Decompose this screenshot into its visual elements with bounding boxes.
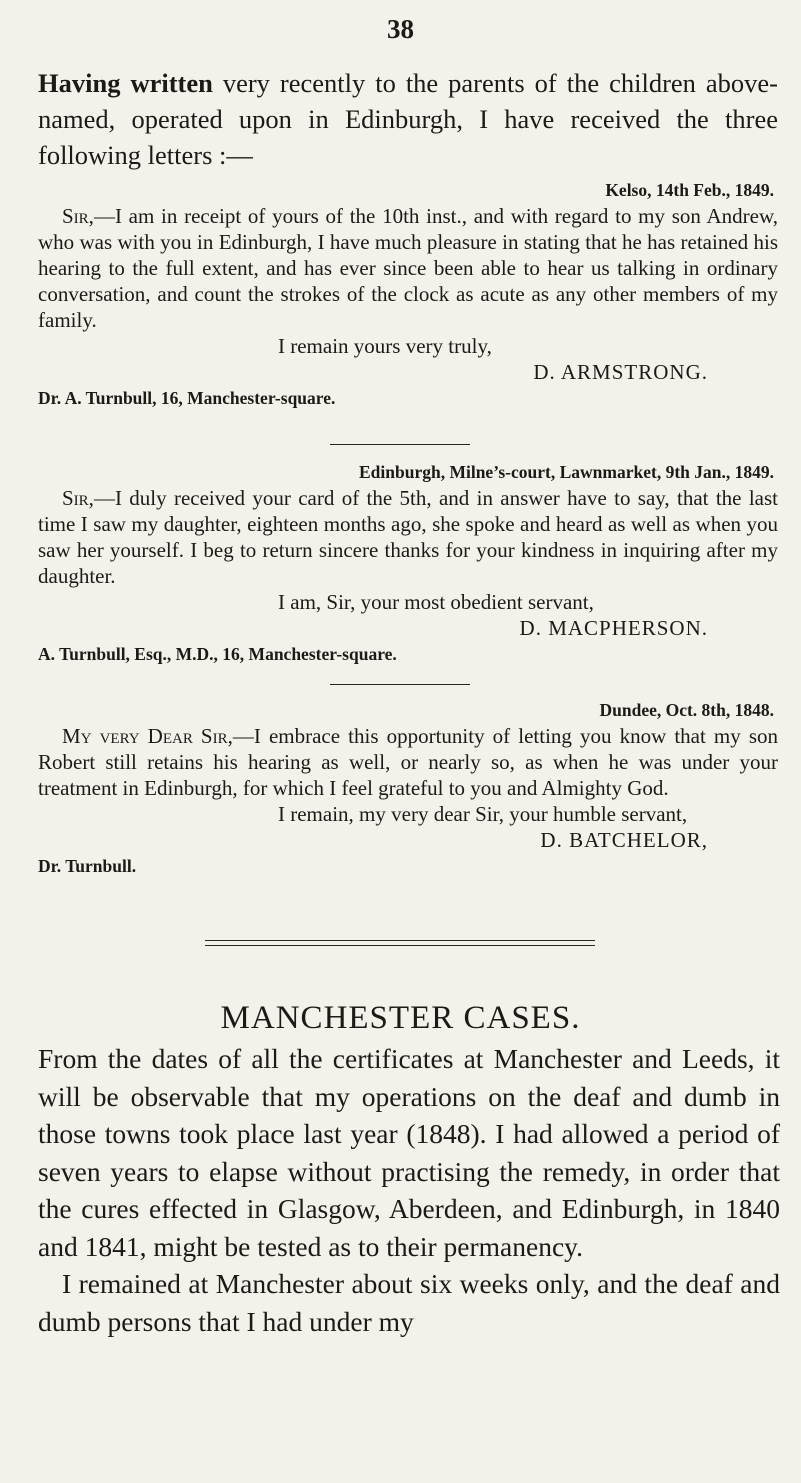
- section-paragraph: From the dates of all the certificates at Manchester and Leeds, it will be observable that my operations on the deaf and dumb in those towns took place last year (1848). I had allowed a period of seven years to elapse without practising the remedy, in order that the cures effected in Glasgow, Aberdeen, and Edinburgh, in 1840 and 1841, might be tested as to their permanency.: [38, 1043, 780, 1262]
- letter-batchelor: [38, 697, 778, 879]
- section-rule-bottom: [205, 945, 595, 946]
- letter-salutation: My very Dear Sir,: [62, 724, 233, 748]
- letter-closing: I am, Sir, your most obedient servant,: [278, 590, 594, 614]
- section-paragraph: I remained at Manchester about six weeks only, and the deaf and dumb persons that I had under my: [38, 1268, 780, 1337]
- section-title: MANCHESTER CASES.: [220, 1000, 581, 1036]
- letter-address: Dr. A. Turnbull, 16, Manchester-square.: [38, 388, 336, 408]
- letter-closing: I remain yours very truly,: [278, 334, 492, 358]
- letter-salutation: Sir,: [62, 486, 94, 510]
- letter-signature: D. MACPHERSON.: [519, 616, 708, 640]
- letter-body: [38, 723, 778, 801]
- letter-text: —I embrace this opportunity of letting you know that my son Robert still retains his hearing as well, or nearly so, as when he was under your treatment in Edinburgh, for which I feel grateful to you and Almighty God.: [38, 724, 778, 800]
- divider-rule: [330, 444, 470, 445]
- letter-closing: I remain, my very dear Sir, your humble servant,: [278, 802, 688, 826]
- divider-rule: [330, 684, 470, 685]
- letter-signature: D. ARMSTRONG.: [533, 360, 708, 384]
- letter-address: A. Turnbull, Esq., M.D., 16, Manchester-square.: [38, 644, 397, 664]
- page-number: 38: [387, 14, 414, 44]
- intro-text: very recently to the parents of the children above-named, operated upon in Edinburgh, I have received the three following letters :—: [38, 68, 778, 170]
- letter-body: [38, 203, 778, 333]
- intro-bold-phrase: Having written: [38, 68, 213, 98]
- letter-signature: D. BATCHELOR,: [540, 828, 708, 852]
- letter-heading: Edinburgh, Milne’s-court, Lawnmarket, 9th Jan., 1849.: [358, 462, 774, 482]
- letter-body: [38, 485, 778, 589]
- letter-address: Dr. Turnbull.: [38, 856, 137, 876]
- letter-text: —I duly received your card of the 5th, and in answer have to say, that the last time I saw my daughter, eighteen months ago, she spoke and heard as well as when you saw her yourself. I beg to return sincere thanks for your kindness in inquiring after my daughter.: [38, 486, 778, 588]
- intro-paragraph: [38, 65, 778, 173]
- letter-heading: Kelso, 14th Feb., 1849.: [605, 180, 774, 200]
- letter-macpherson: [38, 459, 778, 667]
- letter-armstrong: [38, 177, 778, 411]
- section-rule-top: [205, 940, 595, 941]
- letter-heading: Dundee, Oct. 8th, 1848.: [599, 700, 774, 720]
- letter-salutation: Sir,: [62, 204, 94, 228]
- letter-text: —I am in receipt of yours of the 10th inst., and with regard to my son Andrew, who was with you in Edinburgh, I have much pleasure in stating that he has retained his hearing to the full extent, and has ever since been able to hear us talking in ordinary conversation, and count the strokes of the clock as acute as any other members of my family.: [38, 204, 778, 332]
- section-body: [38, 1040, 780, 1340]
